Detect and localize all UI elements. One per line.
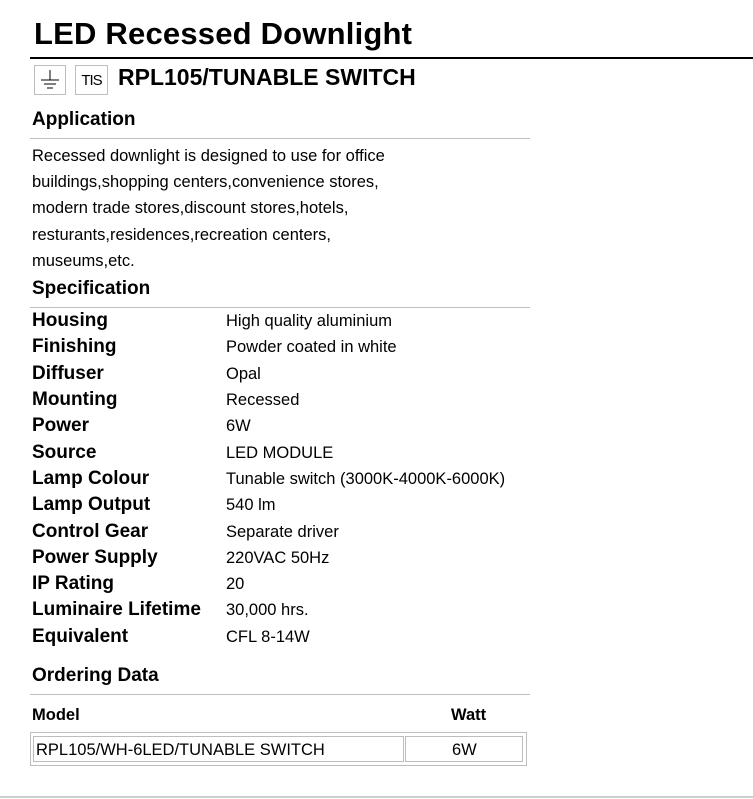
application-text xyxy=(32,143,385,274)
tis-mark-icon xyxy=(75,65,108,95)
spec-label: Housing xyxy=(32,310,108,331)
ordering-model-value: RPL105/WH-6LED/TUNABLE SWITCH xyxy=(36,741,325,759)
specification-heading: Specification xyxy=(32,278,151,299)
tis-mark-text: TIS xyxy=(81,72,102,89)
spec-value: 30,000 hrs. xyxy=(226,601,309,619)
title-divider xyxy=(30,57,753,59)
spec-value: 220VAC 50Hz xyxy=(226,549,330,567)
ordering-column-watt: Watt xyxy=(451,706,487,724)
ordering-column-model: Model xyxy=(32,706,80,724)
spec-value: CFL 8-14W xyxy=(226,628,310,646)
spec-value: High quality aluminium xyxy=(226,312,392,330)
model-heading: RPL105/TUNABLE SWITCH xyxy=(118,64,416,90)
page-bottom-divider xyxy=(0,796,753,798)
spec-label: Luminaire Lifetime xyxy=(32,599,201,620)
application-line: buildings,shopping centers,convenience stores, xyxy=(32,173,379,192)
spec-label: Power xyxy=(32,415,90,436)
spec-label: Diffuser xyxy=(32,363,104,384)
document-title: LED Recessed Downlight xyxy=(34,16,413,51)
spec-value: Tunable switch (3000K-4000K-6000K) xyxy=(226,470,506,488)
ordering-cell-model xyxy=(33,736,404,762)
ordering-heading: Ordering Data xyxy=(32,665,159,686)
application-line: modern trade stores,discount stores,hotels, xyxy=(32,199,349,218)
spec-value: Opal xyxy=(226,365,261,383)
application-divider xyxy=(30,138,530,139)
earth-ground-icon xyxy=(34,65,66,95)
spec-value: 540 lm xyxy=(226,496,276,514)
spec-label: Mounting xyxy=(32,389,118,410)
spec-label: Finishing xyxy=(32,336,117,357)
spec-value: Powder coated in white xyxy=(226,338,397,356)
ordering-divider xyxy=(30,694,530,695)
specification-divider xyxy=(30,307,530,308)
spec-value: LED MODULE xyxy=(226,444,334,462)
application-heading: Application xyxy=(32,109,136,130)
application-line: museums,etc. xyxy=(32,251,135,270)
application-line: Recessed downlight is designed to use for office xyxy=(32,147,385,165)
application-line: resturants,residences,recreation centers, xyxy=(32,225,331,244)
spec-label: Control Gear xyxy=(32,521,149,542)
ordering-cell-watt xyxy=(405,736,523,762)
spec-label: Equivalent xyxy=(32,626,129,647)
spec-label: Source xyxy=(32,442,97,463)
spec-label: Lamp Colour xyxy=(32,468,150,489)
spec-label: Power Supply xyxy=(32,547,158,568)
spec-label: Lamp Output xyxy=(32,494,151,515)
ordering-table xyxy=(30,732,527,766)
ordering-watt-value: 6W xyxy=(452,741,477,759)
spec-value: 6W xyxy=(226,417,251,435)
spec-value: 20 xyxy=(226,575,245,593)
spec-label: IP Rating xyxy=(32,573,114,594)
spec-value: Separate driver xyxy=(226,523,339,541)
spec-value: Recessed xyxy=(226,391,300,409)
